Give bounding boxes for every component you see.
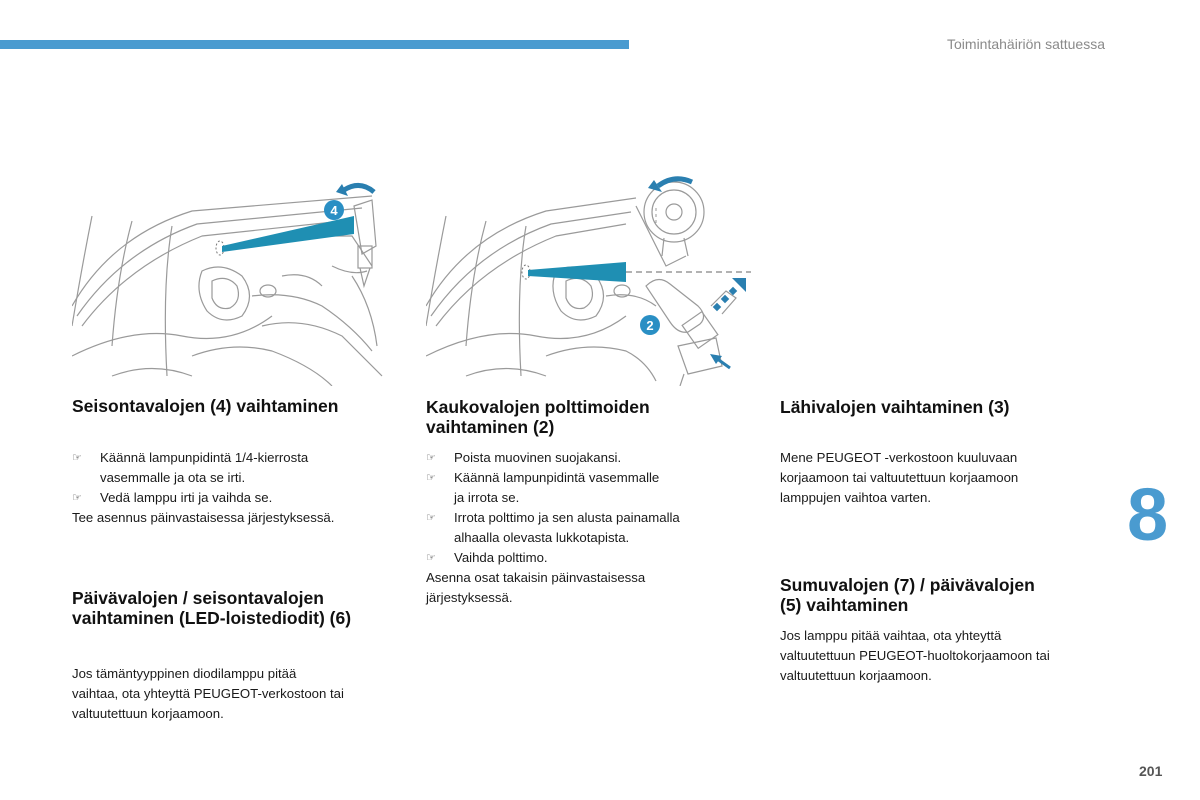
- list-item: ☞ Poista muovinen suojakansi.: [426, 448, 756, 468]
- parking-lights-heading: Seisontavalojen (4) vaihtaminen: [72, 396, 339, 416]
- header-accent-bar: [0, 40, 629, 49]
- main-beam-illustration: [426, 166, 756, 386]
- list-item: ☞ Käännä lampunpidintä 1/4-kierrosta vasemmalle ja ota se irti.: [72, 450, 309, 485]
- pointer-icon: ☞: [72, 492, 82, 504]
- pointer-icon: ☞: [426, 552, 436, 564]
- pointer-icon: ☞: [426, 512, 436, 524]
- dipped-beam-heading: Lähivalojen vaihtaminen (3): [780, 397, 1010, 417]
- list-item: ☞ Vedä lamppu irti ja vaihda se.: [72, 488, 412, 508]
- main-beam-note: Asenna osat takaisin päinvastaisessa järjestyksessä.: [426, 570, 646, 605]
- chapter-number: 8: [1127, 473, 1169, 556]
- main-beam-heading: Kaukovalojen polttimoiden vaihtaminen (2): [426, 397, 650, 437]
- parking-lights-note: Tee asennus päinvastaisessa järjestyksessä.: [72, 510, 335, 525]
- callout-4-label: 4: [330, 203, 338, 218]
- callout-2-label: 2: [646, 318, 654, 333]
- list-item: ☞ Käännä lampunpidintä vasemmalle ja irrota se.: [426, 470, 660, 505]
- fog-drl-paragraph: Jos lamppu pitää vaihtaa, ota yhteyttä valtuutettuun PEUGEOT-huoltokorjaamoon tai valtuutettuun korjaamoon.: [780, 628, 1050, 683]
- main-beam-steps: [426, 448, 756, 568]
- parking-light-illustration: [72, 176, 392, 386]
- dipped-beam-paragraph: Mene PEUGEOT -verkostoon kuuluvaan korjaamoon tai valtuutettuun korjaamoon lamppujen vaihtoa varten.: [780, 450, 1019, 505]
- pointer-icon: ☞: [426, 452, 436, 464]
- list-item: ☞ Vaihda polttimo.: [426, 548, 756, 568]
- drl-led-paragraph: Jos tämäntyyppinen diodilamppu pitää vaihtaa, ota yhteyttä PEUGEOT-verkostoon tai valtuutettuun korjaamoon.: [72, 666, 344, 721]
- pointer-icon: ☞: [426, 472, 436, 484]
- page-number: 201: [1139, 763, 1163, 779]
- pointer-icon: ☞: [72, 452, 82, 464]
- list-item: ☞ Irrota polttimo ja sen alusta painamalla alhaalla olevasta lukkotapista.: [426, 510, 680, 545]
- drl-led-heading: Päivävalojen / seisontavalojen vaihtaminen (LED-loistediodit) (6): [72, 588, 352, 628]
- parking-lights-steps: [72, 448, 412, 508]
- section-title: Toimintahäiriön sattuessa: [947, 36, 1105, 52]
- fog-drl-heading: Sumuvalojen (7) / päivävalojen (5) vaihtaminen: [780, 575, 1035, 615]
